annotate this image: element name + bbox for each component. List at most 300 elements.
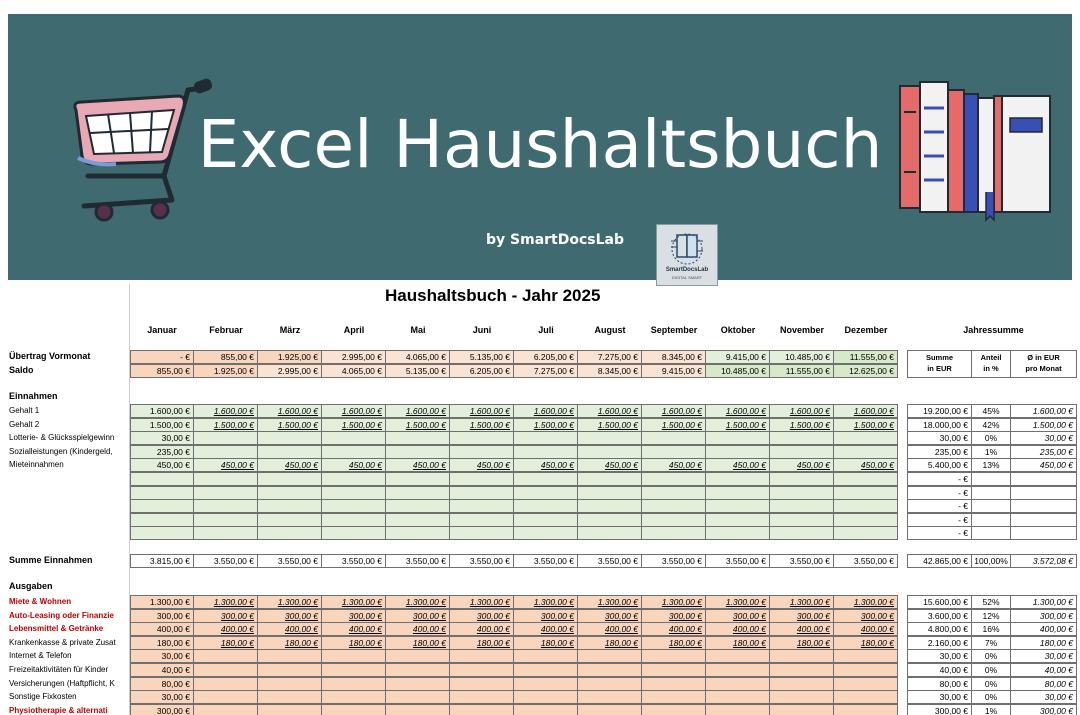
month-cell[interactable]: 3.550,00 € bbox=[450, 554, 514, 568]
summary-cell-avg[interactable]: 30,00 € bbox=[1011, 649, 1077, 663]
month-cell[interactable]: 300,00 € bbox=[258, 609, 322, 623]
month-cell[interactable]: 1.300,00 € bbox=[578, 595, 642, 609]
summary-cell-sum[interactable]: 40,00 € bbox=[907, 663, 972, 677]
month-cell[interactable]: 300,00 € bbox=[578, 609, 642, 623]
month-cell[interactable] bbox=[514, 677, 578, 691]
month-cell[interactable]: 3.550,00 € bbox=[834, 554, 898, 568]
month-cell[interactable] bbox=[386, 704, 450, 715]
month-cell[interactable] bbox=[770, 431, 834, 445]
summary-cell-avg[interactable]: 30,00 € bbox=[1011, 690, 1077, 704]
month-cell[interactable] bbox=[834, 499, 898, 513]
month-cell[interactable] bbox=[130, 513, 194, 527]
month-cell[interactable] bbox=[322, 677, 386, 691]
summary-cell-sum[interactable]: 19.200,00 € bbox=[907, 404, 972, 418]
month-cell[interactable] bbox=[834, 663, 898, 677]
month-cell[interactable]: 2.995,00 € bbox=[258, 364, 322, 378]
summary-cell-share[interactable] bbox=[972, 499, 1011, 513]
month-cell[interactable] bbox=[194, 649, 258, 663]
month-cell[interactable] bbox=[578, 526, 642, 540]
month-cell[interactable]: 300,00 € bbox=[322, 609, 386, 623]
month-cell[interactable]: 400,00 € bbox=[130, 622, 194, 636]
summary-cell-sum[interactable]: 18.000,00 € bbox=[907, 418, 972, 432]
month-cell[interactable] bbox=[834, 677, 898, 691]
month-cell[interactable]: 80,00 € bbox=[130, 677, 194, 691]
month-cell[interactable] bbox=[130, 472, 194, 486]
month-cell[interactable] bbox=[450, 663, 514, 677]
summary-cell-sum[interactable]: - € bbox=[907, 472, 972, 486]
summary-cell-share[interactable]: 12% bbox=[972, 609, 1011, 623]
month-cell[interactable] bbox=[770, 486, 834, 500]
month-cell[interactable] bbox=[258, 704, 322, 715]
month-cell[interactable] bbox=[386, 526, 450, 540]
month-cell[interactable] bbox=[642, 526, 706, 540]
month-cell[interactable]: 1.500,00 € bbox=[322, 418, 386, 432]
month-cell[interactable] bbox=[322, 472, 386, 486]
month-cell[interactable] bbox=[578, 663, 642, 677]
month-cell[interactable]: 1.500,00 € bbox=[258, 418, 322, 432]
month-cell[interactable] bbox=[386, 649, 450, 663]
month-cell[interactable] bbox=[578, 690, 642, 704]
month-cell[interactable] bbox=[386, 690, 450, 704]
month-cell[interactable]: 450,00 € bbox=[130, 458, 194, 472]
month-cell[interactable]: 5.135,00 € bbox=[450, 350, 514, 364]
summary-cell-share[interactable]: 100,00% bbox=[972, 554, 1011, 568]
month-cell[interactable]: 1.300,00 € bbox=[258, 595, 322, 609]
month-cell[interactable] bbox=[514, 690, 578, 704]
month-cell[interactable] bbox=[194, 499, 258, 513]
month-cell[interactable]: 3.550,00 € bbox=[386, 554, 450, 568]
month-cell[interactable]: 235,00 € bbox=[130, 445, 194, 459]
month-cell[interactable]: 180,00 € bbox=[386, 636, 450, 650]
month-cell[interactable]: 1.500,00 € bbox=[386, 418, 450, 432]
month-cell[interactable]: 11.555,00 € bbox=[834, 350, 898, 364]
summary-cell-share[interactable]: 0% bbox=[972, 649, 1011, 663]
month-cell[interactable]: 180,00 € bbox=[706, 636, 770, 650]
month-cell[interactable]: 1.600,00 € bbox=[770, 404, 834, 418]
month-cell[interactable]: 1.600,00 € bbox=[194, 404, 258, 418]
month-cell[interactable]: 450,00 € bbox=[770, 458, 834, 472]
month-cell[interactable]: 180,00 € bbox=[258, 636, 322, 650]
month-cell[interactable]: 30,00 € bbox=[130, 649, 194, 663]
summary-cell-avg[interactable] bbox=[1011, 499, 1077, 513]
month-cell[interactable] bbox=[194, 486, 258, 500]
summary-cell-share[interactable]: 0% bbox=[972, 690, 1011, 704]
month-cell[interactable] bbox=[450, 677, 514, 691]
month-cell[interactable] bbox=[194, 472, 258, 486]
month-cell[interactable] bbox=[578, 513, 642, 527]
month-cell[interactable] bbox=[258, 649, 322, 663]
month-cell[interactable] bbox=[770, 677, 834, 691]
summary-cell-sum[interactable]: 235,00 € bbox=[907, 445, 972, 459]
month-cell[interactable] bbox=[578, 486, 642, 500]
month-cell[interactable]: 1.925,00 € bbox=[194, 364, 258, 378]
month-cell[interactable] bbox=[386, 677, 450, 691]
summary-cell-sum[interactable]: - € bbox=[907, 513, 972, 527]
month-cell[interactable] bbox=[386, 431, 450, 445]
month-cell[interactable]: 450,00 € bbox=[834, 458, 898, 472]
summary-cell-share[interactable]: 13% bbox=[972, 458, 1011, 472]
month-cell[interactable] bbox=[578, 649, 642, 663]
month-cell[interactable]: 1.500,00 € bbox=[642, 418, 706, 432]
month-cell[interactable] bbox=[194, 663, 258, 677]
month-cell[interactable] bbox=[130, 526, 194, 540]
month-cell[interactable] bbox=[578, 445, 642, 459]
month-cell[interactable]: 30,00 € bbox=[130, 431, 194, 445]
month-cell[interactable] bbox=[194, 513, 258, 527]
month-cell[interactable] bbox=[258, 513, 322, 527]
month-cell[interactable] bbox=[706, 690, 770, 704]
month-cell[interactable]: 3.550,00 € bbox=[578, 554, 642, 568]
month-cell[interactable]: 1.300,00 € bbox=[386, 595, 450, 609]
month-cell[interactable]: 855,00 € bbox=[130, 364, 194, 378]
summary-cell-avg[interactable] bbox=[1011, 526, 1077, 540]
month-cell[interactable] bbox=[706, 526, 770, 540]
month-cell[interactable] bbox=[770, 704, 834, 715]
month-cell[interactable] bbox=[194, 677, 258, 691]
month-cell[interactable]: 450,00 € bbox=[514, 458, 578, 472]
month-cell[interactable]: 1.300,00 € bbox=[834, 595, 898, 609]
month-cell[interactable]: 1.600,00 € bbox=[706, 404, 770, 418]
month-cell[interactable] bbox=[258, 472, 322, 486]
month-cell[interactable] bbox=[642, 663, 706, 677]
month-cell[interactable]: 450,00 € bbox=[450, 458, 514, 472]
month-cell[interactable]: 450,00 € bbox=[386, 458, 450, 472]
summary-cell-share[interactable]: 1% bbox=[972, 704, 1011, 715]
month-cell[interactable] bbox=[514, 431, 578, 445]
month-cell[interactable] bbox=[258, 677, 322, 691]
month-cell[interactable]: 1.500,00 € bbox=[514, 418, 578, 432]
month-cell[interactable] bbox=[258, 499, 322, 513]
month-cell[interactable]: 300,00 € bbox=[706, 609, 770, 623]
month-cell[interactable] bbox=[706, 445, 770, 459]
month-cell[interactable]: 1.600,00 € bbox=[578, 404, 642, 418]
month-cell[interactable] bbox=[706, 649, 770, 663]
month-cell[interactable] bbox=[322, 649, 386, 663]
month-cell[interactable] bbox=[706, 704, 770, 715]
month-cell[interactable] bbox=[450, 526, 514, 540]
month-cell[interactable] bbox=[834, 704, 898, 715]
summary-cell-share[interactable]: 52% bbox=[972, 595, 1011, 609]
month-cell[interactable]: 4.065,00 € bbox=[322, 364, 386, 378]
month-cell[interactable] bbox=[514, 472, 578, 486]
month-cell[interactable]: 1.500,00 € bbox=[450, 418, 514, 432]
month-cell[interactable]: 180,00 € bbox=[642, 636, 706, 650]
month-cell[interactable] bbox=[514, 663, 578, 677]
month-cell[interactable] bbox=[194, 445, 258, 459]
month-cell[interactable] bbox=[834, 649, 898, 663]
month-cell[interactable]: 1.600,00 € bbox=[834, 404, 898, 418]
summary-cell-avg[interactable]: 450,00 € bbox=[1011, 458, 1077, 472]
month-cell[interactable] bbox=[642, 649, 706, 663]
summary-cell-sum[interactable]: 300,00 € bbox=[907, 704, 972, 715]
month-cell[interactable]: 450,00 € bbox=[706, 458, 770, 472]
month-cell[interactable] bbox=[130, 499, 194, 513]
month-cell[interactable]: 180,00 € bbox=[514, 636, 578, 650]
summary-cell-sum[interactable]: 2.160,00 € bbox=[907, 636, 972, 650]
summary-cell-sum[interactable]: - € bbox=[907, 526, 972, 540]
summary-cell-share[interactable]: 0% bbox=[972, 431, 1011, 445]
month-cell[interactable] bbox=[386, 663, 450, 677]
month-cell[interactable]: 8.345,00 € bbox=[578, 364, 642, 378]
summary-cell-avg[interactable]: 1.300,00 € bbox=[1011, 595, 1077, 609]
month-cell[interactable] bbox=[322, 704, 386, 715]
month-cell[interactable] bbox=[578, 677, 642, 691]
month-cell[interactable] bbox=[770, 499, 834, 513]
month-cell[interactable]: 2.995,00 € bbox=[322, 350, 386, 364]
month-cell[interactable] bbox=[834, 526, 898, 540]
month-cell[interactable]: 400,00 € bbox=[386, 622, 450, 636]
month-cell[interactable] bbox=[578, 431, 642, 445]
month-cell[interactable]: 1.925,00 € bbox=[258, 350, 322, 364]
month-cell[interactable] bbox=[514, 704, 578, 715]
month-cell[interactable] bbox=[322, 513, 386, 527]
month-cell[interactable] bbox=[450, 499, 514, 513]
month-cell[interactable]: 1.500,00 € bbox=[706, 418, 770, 432]
month-cell[interactable]: 300,00 € bbox=[450, 609, 514, 623]
month-cell[interactable]: 1.600,00 € bbox=[450, 404, 514, 418]
summary-cell-share[interactable] bbox=[972, 472, 1011, 486]
month-cell[interactable]: 1.300,00 € bbox=[642, 595, 706, 609]
month-cell[interactable]: 1.300,00 € bbox=[130, 595, 194, 609]
month-cell[interactable]: 1.300,00 € bbox=[706, 595, 770, 609]
month-cell[interactable]: 9.415,00 € bbox=[642, 364, 706, 378]
month-cell[interactable]: 400,00 € bbox=[578, 622, 642, 636]
month-cell[interactable] bbox=[642, 513, 706, 527]
month-cell[interactable]: 3.550,00 € bbox=[322, 554, 386, 568]
month-cell[interactable]: 450,00 € bbox=[194, 458, 258, 472]
month-cell[interactable]: - € bbox=[130, 350, 194, 364]
month-cell[interactable] bbox=[642, 445, 706, 459]
month-cell[interactable] bbox=[322, 526, 386, 540]
month-cell[interactable]: 300,00 € bbox=[194, 609, 258, 623]
month-cell[interactable]: 450,00 € bbox=[322, 458, 386, 472]
month-cell[interactable] bbox=[514, 486, 578, 500]
summary-cell-share[interactable]: 42% bbox=[972, 418, 1011, 432]
month-cell[interactable] bbox=[450, 704, 514, 715]
month-cell[interactable] bbox=[194, 704, 258, 715]
summary-cell-share[interactable]: 0% bbox=[972, 677, 1011, 691]
month-cell[interactable]: 1.600,00 € bbox=[642, 404, 706, 418]
month-cell[interactable] bbox=[706, 499, 770, 513]
summary-cell-sum[interactable]: 4.800,00 € bbox=[907, 622, 972, 636]
month-cell[interactable]: 400,00 € bbox=[450, 622, 514, 636]
month-cell[interactable]: 1.600,00 € bbox=[386, 404, 450, 418]
month-cell[interactable]: 1.300,00 € bbox=[514, 595, 578, 609]
month-cell[interactable]: 3.550,00 € bbox=[258, 554, 322, 568]
summary-cell-share[interactable]: 45% bbox=[972, 404, 1011, 418]
month-cell[interactable] bbox=[386, 472, 450, 486]
summary-cell-avg[interactable]: 3.572,08 € bbox=[1011, 554, 1077, 568]
summary-cell-sum[interactable]: 3.600,00 € bbox=[907, 609, 972, 623]
month-cell[interactable] bbox=[578, 499, 642, 513]
month-cell[interactable]: 1.600,00 € bbox=[514, 404, 578, 418]
month-cell[interactable]: 3.550,00 € bbox=[194, 554, 258, 568]
month-cell[interactable] bbox=[386, 513, 450, 527]
month-cell[interactable]: 400,00 € bbox=[322, 622, 386, 636]
summary-cell-avg[interactable]: 300,00 € bbox=[1011, 704, 1077, 715]
month-cell[interactable]: 1.500,00 € bbox=[194, 418, 258, 432]
month-cell[interactable]: 11.555,00 € bbox=[770, 364, 834, 378]
month-cell[interactable] bbox=[642, 472, 706, 486]
month-cell[interactable]: 180,00 € bbox=[322, 636, 386, 650]
month-cell[interactable] bbox=[770, 513, 834, 527]
month-cell[interactable]: 1.600,00 € bbox=[258, 404, 322, 418]
month-cell[interactable] bbox=[834, 690, 898, 704]
month-cell[interactable] bbox=[450, 649, 514, 663]
month-cell[interactable] bbox=[258, 445, 322, 459]
month-cell[interactable]: 300,00 € bbox=[130, 704, 194, 715]
month-cell[interactable]: 4.065,00 € bbox=[386, 350, 450, 364]
month-cell[interactable] bbox=[322, 431, 386, 445]
month-cell[interactable] bbox=[834, 431, 898, 445]
month-cell[interactable]: 6.205,00 € bbox=[514, 350, 578, 364]
month-cell[interactable] bbox=[770, 472, 834, 486]
summary-cell-share[interactable]: 7% bbox=[972, 636, 1011, 650]
month-cell[interactable]: 3.550,00 € bbox=[642, 554, 706, 568]
month-cell[interactable] bbox=[834, 472, 898, 486]
month-cell[interactable]: 400,00 € bbox=[194, 622, 258, 636]
month-cell[interactable]: 7.275,00 € bbox=[578, 350, 642, 364]
month-cell[interactable] bbox=[450, 472, 514, 486]
month-cell[interactable]: 400,00 € bbox=[834, 622, 898, 636]
month-cell[interactable]: 1.500,00 € bbox=[770, 418, 834, 432]
month-cell[interactable]: 10.485,00 € bbox=[706, 364, 770, 378]
month-cell[interactable] bbox=[642, 431, 706, 445]
month-cell[interactable] bbox=[258, 431, 322, 445]
month-cell[interactable]: 300,00 € bbox=[514, 609, 578, 623]
month-cell[interactable]: 6.205,00 € bbox=[450, 364, 514, 378]
summary-cell-share[interactable]: 0% bbox=[972, 663, 1011, 677]
month-cell[interactable] bbox=[322, 663, 386, 677]
month-cell[interactable] bbox=[514, 445, 578, 459]
month-cell[interactable] bbox=[514, 649, 578, 663]
month-cell[interactable]: 180,00 € bbox=[450, 636, 514, 650]
month-cell[interactable] bbox=[386, 445, 450, 459]
month-cell[interactable]: 400,00 € bbox=[770, 622, 834, 636]
summary-cell-avg[interactable]: 235,00 € bbox=[1011, 445, 1077, 459]
month-cell[interactable] bbox=[258, 526, 322, 540]
month-cell[interactable]: 300,00 € bbox=[386, 609, 450, 623]
month-cell[interactable] bbox=[578, 472, 642, 486]
month-cell[interactable] bbox=[130, 486, 194, 500]
summary-cell-share[interactable]: 16% bbox=[972, 622, 1011, 636]
month-cell[interactable]: 3.550,00 € bbox=[706, 554, 770, 568]
summary-cell-sum[interactable]: - € bbox=[907, 499, 972, 513]
month-cell[interactable]: 10.485,00 € bbox=[770, 350, 834, 364]
month-cell[interactable]: 9.415,00 € bbox=[706, 350, 770, 364]
month-cell[interactable]: 1.500,00 € bbox=[578, 418, 642, 432]
month-cell[interactable]: 400,00 € bbox=[258, 622, 322, 636]
month-cell[interactable]: 1.300,00 € bbox=[770, 595, 834, 609]
month-cell[interactable] bbox=[258, 663, 322, 677]
month-cell[interactable] bbox=[706, 663, 770, 677]
month-cell[interactable] bbox=[450, 513, 514, 527]
month-cell[interactable]: 400,00 € bbox=[642, 622, 706, 636]
month-cell[interactable]: 1.600,00 € bbox=[322, 404, 386, 418]
month-cell[interactable]: 300,00 € bbox=[770, 609, 834, 623]
summary-cell-avg[interactable]: 400,00 € bbox=[1011, 622, 1077, 636]
month-cell[interactable] bbox=[770, 663, 834, 677]
summary-cell-share[interactable] bbox=[972, 486, 1011, 500]
month-cell[interactable]: 400,00 € bbox=[706, 622, 770, 636]
month-cell[interactable] bbox=[258, 690, 322, 704]
month-cell[interactable] bbox=[386, 499, 450, 513]
month-cell[interactable] bbox=[642, 677, 706, 691]
summary-cell-sum[interactable]: 30,00 € bbox=[907, 690, 972, 704]
month-cell[interactable] bbox=[450, 690, 514, 704]
month-cell[interactable]: 1.300,00 € bbox=[194, 595, 258, 609]
month-cell[interactable] bbox=[514, 513, 578, 527]
month-cell[interactable] bbox=[706, 431, 770, 445]
month-cell[interactable] bbox=[706, 486, 770, 500]
month-cell[interactable]: 180,00 € bbox=[194, 636, 258, 650]
month-cell[interactable] bbox=[770, 649, 834, 663]
month-cell[interactable] bbox=[706, 513, 770, 527]
month-cell[interactable]: 7.275,00 € bbox=[514, 364, 578, 378]
month-cell[interactable]: 1.600,00 € bbox=[130, 404, 194, 418]
month-cell[interactable]: 450,00 € bbox=[578, 458, 642, 472]
summary-cell-sum[interactable]: 30,00 € bbox=[907, 431, 972, 445]
month-cell[interactable]: 30,00 € bbox=[130, 690, 194, 704]
summary-cell-sum[interactable]: - € bbox=[907, 486, 972, 500]
month-cell[interactable] bbox=[834, 486, 898, 500]
month-cell[interactable] bbox=[834, 513, 898, 527]
month-cell[interactable] bbox=[706, 677, 770, 691]
summary-cell-avg[interactable]: 180,00 € bbox=[1011, 636, 1077, 650]
month-cell[interactable] bbox=[642, 690, 706, 704]
month-cell[interactable] bbox=[450, 431, 514, 445]
month-cell[interactable] bbox=[450, 445, 514, 459]
summary-cell-share[interactable]: 1% bbox=[972, 445, 1011, 459]
month-cell[interactable]: 1.500,00 € bbox=[130, 418, 194, 432]
month-cell[interactable]: 1.500,00 € bbox=[834, 418, 898, 432]
month-cell[interactable]: 300,00 € bbox=[834, 609, 898, 623]
month-cell[interactable]: 450,00 € bbox=[258, 458, 322, 472]
month-cell[interactable] bbox=[834, 445, 898, 459]
month-cell[interactable] bbox=[514, 499, 578, 513]
summary-cell-avg[interactable]: 30,00 € bbox=[1011, 431, 1077, 445]
month-cell[interactable] bbox=[642, 499, 706, 513]
month-cell[interactable]: 400,00 € bbox=[514, 622, 578, 636]
summary-cell-sum[interactable]: 5.400,00 € bbox=[907, 458, 972, 472]
summary-cell-avg[interactable]: 1.500,00 € bbox=[1011, 418, 1077, 432]
month-cell[interactable]: 3.550,00 € bbox=[514, 554, 578, 568]
month-cell[interactable] bbox=[322, 486, 386, 500]
month-cell[interactable]: 180,00 € bbox=[770, 636, 834, 650]
month-cell[interactable] bbox=[194, 690, 258, 704]
month-cell[interactable] bbox=[770, 690, 834, 704]
summary-cell-avg[interactable] bbox=[1011, 472, 1077, 486]
month-cell[interactable]: 450,00 € bbox=[642, 458, 706, 472]
month-cell[interactable]: 5.135,00 € bbox=[386, 364, 450, 378]
month-cell[interactable]: 300,00 € bbox=[130, 609, 194, 623]
month-cell[interactable] bbox=[194, 431, 258, 445]
month-cell[interactable]: 180,00 € bbox=[578, 636, 642, 650]
summary-cell-avg[interactable]: 40,00 € bbox=[1011, 663, 1077, 677]
month-cell[interactable]: 1.300,00 € bbox=[322, 595, 386, 609]
summary-cell-avg[interactable]: 1.600,00 € bbox=[1011, 404, 1077, 418]
month-cell[interactable]: 300,00 € bbox=[642, 609, 706, 623]
month-cell[interactable] bbox=[194, 526, 258, 540]
month-cell[interactable] bbox=[770, 526, 834, 540]
month-cell[interactable] bbox=[322, 445, 386, 459]
month-cell[interactable]: 1.300,00 € bbox=[450, 595, 514, 609]
summary-cell-sum[interactable]: 30,00 € bbox=[907, 649, 972, 663]
summary-cell-avg[interactable] bbox=[1011, 513, 1077, 527]
month-cell[interactable] bbox=[450, 486, 514, 500]
month-cell[interactable] bbox=[386, 486, 450, 500]
summary-cell-avg[interactable]: 300,00 € bbox=[1011, 609, 1077, 623]
